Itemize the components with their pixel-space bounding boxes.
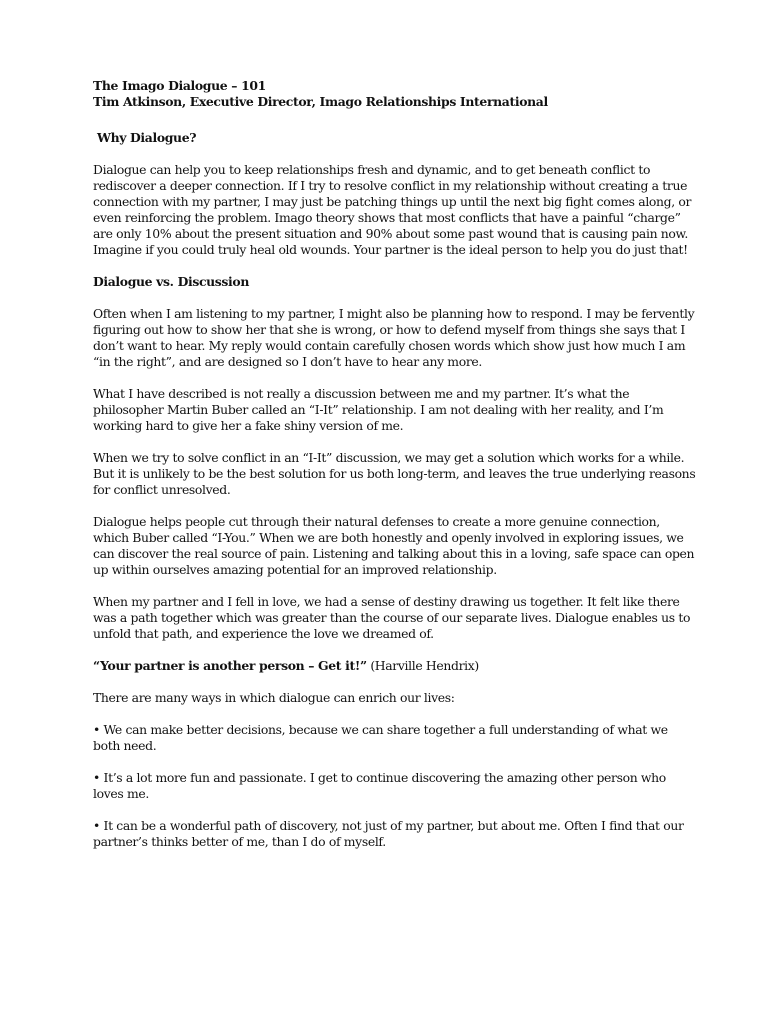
enrich-intro: There are many ways in which dialogue can enrich our lives:	[93, 690, 455, 705]
section-heading-dialogue-vs-discussion: Dialogue vs. Discussion	[93, 274, 249, 289]
paragraph: Dialogue helps people cut through their natural defenses to create a more genuine connection, which Buber called “I-You.” When we are both honestly and openly involved in exploring issues, we can discover the real source of pain. Listening and talking about this in a loving, safe space can open up within ourselves amazing potential for an improved relationship.	[93, 514, 695, 577]
bullet-item: • It’s a lot more fun and passionate. I get to continue discovering the amazing other person who loves me.	[93, 770, 666, 801]
paragraph: When my partner and I fell in love, we had a sense of destiny drawing us together. It felt like there was a path together which was greater than the course of our separate lives. Dialogue enables us to unfold that path, and experience the love we dreamed of.	[93, 594, 691, 641]
document-title: The Imago Dialogue – 101	[93, 78, 266, 93]
author-line: Tim Atkinson, Executive Director, Imago Relationships International	[93, 94, 548, 109]
quote-attribution: (Harville Hendrix)	[366, 658, 479, 673]
bullet-item: • It can be a wonderful path of discovery, not just of my partner, but about me. Often I find that our partner’s thinks better of me, than I do of myself.	[93, 818, 684, 849]
paragraph: Often when I am listening to my partner, I might also be planning how to respond. I may be fervently figuring out how to show her that she is wrong, or how to defend myself from things she says that I don’t want to hear. My reply would contain carefully chosen words which show just how much I am “in the right”, and are designed so I don’t have to hear any more.	[93, 306, 695, 369]
hendrix-quote	[93, 658, 698, 674]
paragraph: Dialogue can help you to keep relationships fresh and dynamic, and to get beneath conflict to rediscover a deeper connection. If I try to resolve conflict in my relationship without creating a true connection with my partner, I may just be patching things up until the next big fight comes along, or even reinforcing the problem. Imago theory shows that most conflicts that have a painful “charge” are only 10% about the present situation and 90% about some past wound that is causing pain now. Imagine if you could truly heal old wounds. Your partner is the ideal person to help you do just that!	[93, 162, 692, 257]
bullet-item: • We can make better decisions, because we can share together a full understanding of what we both need.	[93, 722, 668, 753]
paragraph: What I have described is not really a discussion between me and my partner. It’s what the philosopher Martin Buber called an “I-It” relationship. I am not dealing with her reality, and I’m working hard to give her a fake shiny version of me.	[93, 386, 664, 433]
section-heading-why-dialogue: Why Dialogue?	[97, 130, 197, 145]
quote-text: “Your partner is another person – Get it!”	[93, 658, 367, 673]
paragraph: When we try to solve conflict in an “I-It” discussion, we may get a solution which works for a while. But it is unlikely to be the best solution for us both long-term, and leaves the true underlying reasons for conflict unresolved.	[93, 450, 696, 497]
